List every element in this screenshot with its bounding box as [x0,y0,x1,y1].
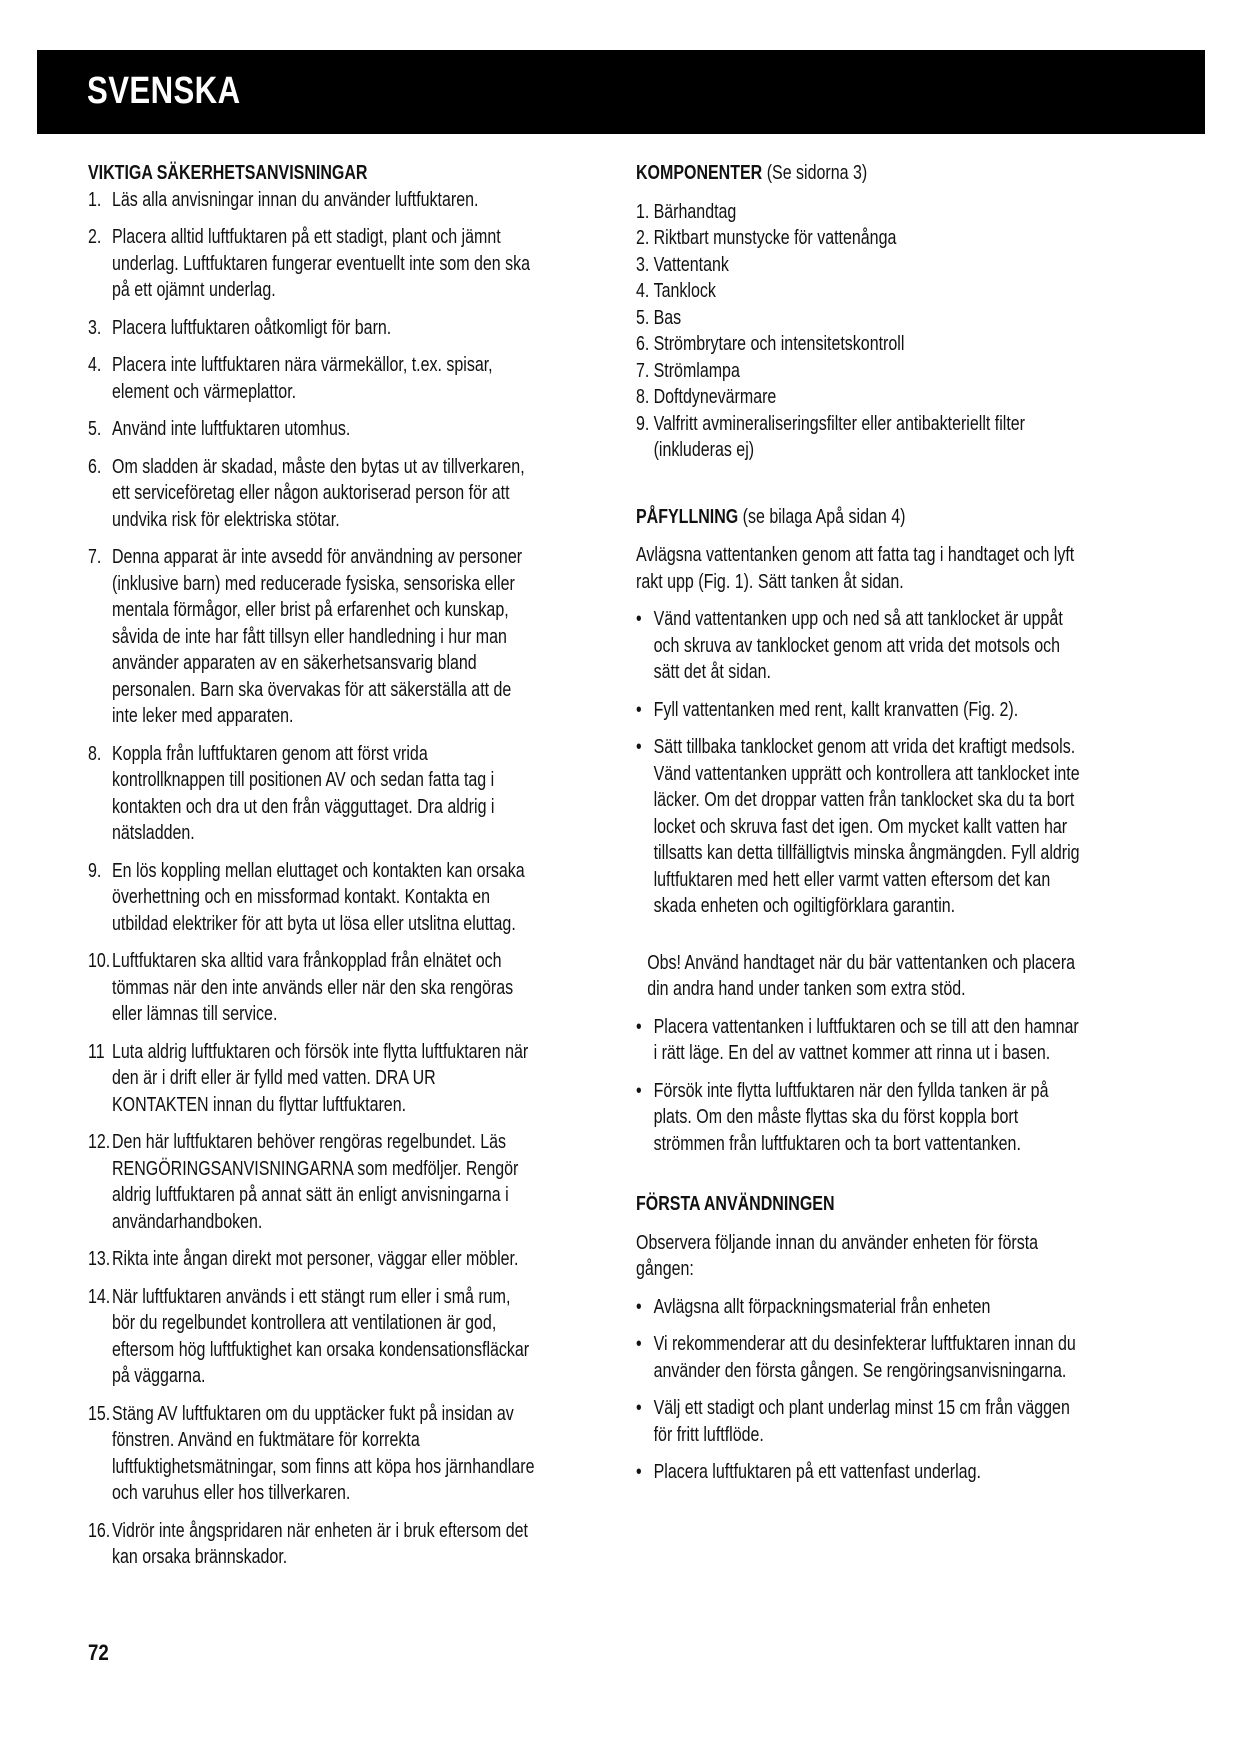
safety-list [88,187,536,1571]
first-use-intro: Observera följande innan du använder enheten för första gången: [636,1231,1039,1280]
list-item: 7. Strömlampa [636,359,740,382]
list-item: 4. Tanklock [636,280,716,302]
bullet-icon: • [636,1397,642,1419]
list-item: 2. Riktbart munstycke för vattenånga [636,227,897,249]
right-column [636,160,1084,1497]
left-column [88,160,536,1582]
components-list [636,199,1084,464]
bullet-icon: • [636,1015,642,1038]
list-item: 4. Placera inte luftfuktaren nära värmekällor, t.ex. spisar, element och värmeplattor. [88,354,493,403]
page-number: 72 [88,1640,109,1665]
bullet-icon: • [636,1461,642,1483]
list-item: 6. Om sladden är skadad, måste den bytas ut av tillverkaren, ett serviceföretag eller någon auktoriserad person för att undvika risk för elektriska stötar. [88,455,525,531]
list-item: 9. En lös koppling mellan eluttaget och kontakten kan orsaka överhettning och en missformad kontakt. Kontakta en utbildad elektriker för att byta ut lösa eller utslitna eluttag. [88,859,525,935]
filling-intro: Avlägsna vattentanken genom att fatta tag i handtaget och lyft rakt upp (Fig. 1). Sätt tanken åt sidan. [636,544,1075,593]
header-bar [37,50,1205,134]
list-item: 16. Vidrör inte ångspridaren när enheten är i bruk eftersom det kan orsaka brännskador. [88,1519,528,1568]
list-item: 3. Placera luftfuktaren oåtkomligt för barn. [88,316,392,339]
filling-heading-note: (se bilaga Apå sidan 4) [742,505,906,528]
filling-heading [636,504,1084,531]
list-item: 15. Stäng AV luftfuktaren om du upptäcker fukt på insidan av fönstren. Använd en fuktmätare för korrekta luftfuktighetsmätningar, som finns att köpa hos järnhandlare och varuhus eller hos tillverkaren. [88,1402,535,1504]
bullet-icon: • [636,608,642,630]
bullet-icon: • [636,736,642,758]
page-title: SVENSKA [87,70,241,112]
filling-bullets-a [636,606,1084,920]
list-item: 13. Rikta inte ångan direkt mot personer, väggar eller möbler. [88,1248,519,1270]
list-item: 9. Valfritt avmineraliseringsfilter eller antibakteriellt filter (inkluderas ej) [636,412,1025,461]
list-item: • Sätt tillbaka tanklocket genom att vrida det kraftigt medsols. Vänd vattentanken upprätt och kontrollera att tanklocket inte läcker. Om det droppar vatten från tanklocket ska du ta bort locket och skruva fast det igen. Om mycket kallt vatten har tillsatts kan detta tillfälligtvis minska ångmängden. Fyll aldrig luftfuktaren med hett eller varmt vatten eftersom det kan skada enheten och ogiltigförklara garantin. [636,734,1084,920]
bullet-icon: • [636,698,642,721]
list-item: 7. Denna apparat är inte avsedd för användning av personer (inklusive barn) med reducerade fysiska, sensoriska eller mentala förmågor, eller brist på erfarenhet och kunskap, såvida de inte har fått tillsyn eller handledning i hur man använder apparaten av en säkerhetsansvarig bland personalen. Barn ska övervakas för att säkerställa att de inte leker med apparaten. [88,546,523,727]
list-item: 2. Placera alltid luftfuktaren på ett stadigt, plant och jämnt underlag. Luftfuktaren fungerar eventuellt inte som den ska på ett ojämnt underlag. [88,226,531,301]
list-item: 14. När luftfuktaren används i ett stängt rum eller i små rum, bör du regelbundet kontrollera att ventilationen är god, eftersom hög luftfuktighet kan orsaka kondensationsfläckar på väggarna. [88,1285,530,1387]
list-item: 5. Använd inte luftfuktaren utomhus. [88,418,351,440]
list-item: 10. Luftfuktaren ska alltid vara frånkopplad från elnätet och tömmas när den inte används eller när den ska rengöras eller lämnas till service. [88,950,514,1025]
list-item: • Placera vattentanken i luftfuktaren och se till att den hamnar i rätt läge. En del av vattnet kommer att rinna ut i basen. [636,1014,1084,1067]
list-item: 1. Bärhandtag [636,200,737,223]
components-heading [636,160,1084,187]
list-item: • Välj ett stadigt och plant underlag minst 15 cm från väggen för fritt luftflöde. [636,1395,1084,1448]
list-item: 1. Läs alla anvisningar innan du använder luftfuktaren. [88,188,479,211]
list-item: • Vänd vattentanken upp och ned så att tanklocket är uppåt och skruva av tanklocket genom att vrida det motsols och sätt det åt sidan. [636,606,1084,686]
list-item: 8. Koppla från luftfuktaren genom att först vrida kontrollknappen till positionen AV och sedan fatta tag i kontakten och dra ut den från vägguttaget. Dra aldrig i nätsladden. [88,742,495,844]
components-heading-note: (Se sidorna 3) [766,162,868,184]
list-item: 11 Luta aldrig luftfuktaren och försök inte flytta luftfuktaren när den är i drift eller är fylld med vatten. DRA UR KONTAKTEN innan du flyttar luftfuktaren. [88,1040,529,1116]
bullet-icon: • [636,1295,642,1318]
filling-heading-label: PÅFYLLNING [636,505,739,528]
list-item: • Placera luftfuktaren på ett vattenfast underlag. [636,1459,1084,1486]
components-heading-label: KOMPONENTER [636,162,763,184]
list-item: • Försök inte flytta luftfuktaren när den fyllda tanken är på plats. Om den måste flyttas ska du först koppla bort strömmen från luftfuktaren och ta bort vattentanken. [636,1078,1084,1158]
list-item: 5. Bas [636,306,682,329]
list-item: • Vi rekommenderar att du desinfekterar luftfuktaren innan du använder den första gången. Se rengöringsanvisningarna. [636,1331,1084,1384]
list-item: 8. Doftdynevärmare [636,386,777,408]
filling-note: Obs! Använd handtaget när du bär vattentanken och placera din andra hand under tanken som extra stöd. [647,951,1076,1000]
bullet-icon: • [636,1333,642,1355]
safety-heading: VIKTIGA SÄKERHETSANVISNINGAR [88,162,368,184]
list-item: 3. Vattentank [636,253,729,276]
list-item: • Avlägsna allt förpackningsmaterial från enheten [636,1294,1084,1321]
bullet-icon: • [636,1079,642,1102]
first-use-heading: FÖRSTA ANVÄNDNINGEN [636,1193,835,1215]
first-use-bullets [636,1294,1084,1486]
filling-bullets-b [636,1014,1084,1158]
list-item: 6. Strömbrytare och intensitetskontroll [636,333,905,355]
list-item: • Fyll vattentanken med rent, kallt kranvatten (Fig. 2). [636,697,1084,724]
list-item: 12. Den här luftfuktaren behöver rengöras regelbundet. Läs RENGÖRINGSANVISNINGARNA som medföljer. Rengör aldrig luftfuktaren på annat sätt än enligt anvisningarna i användarhandboken. [88,1131,519,1233]
